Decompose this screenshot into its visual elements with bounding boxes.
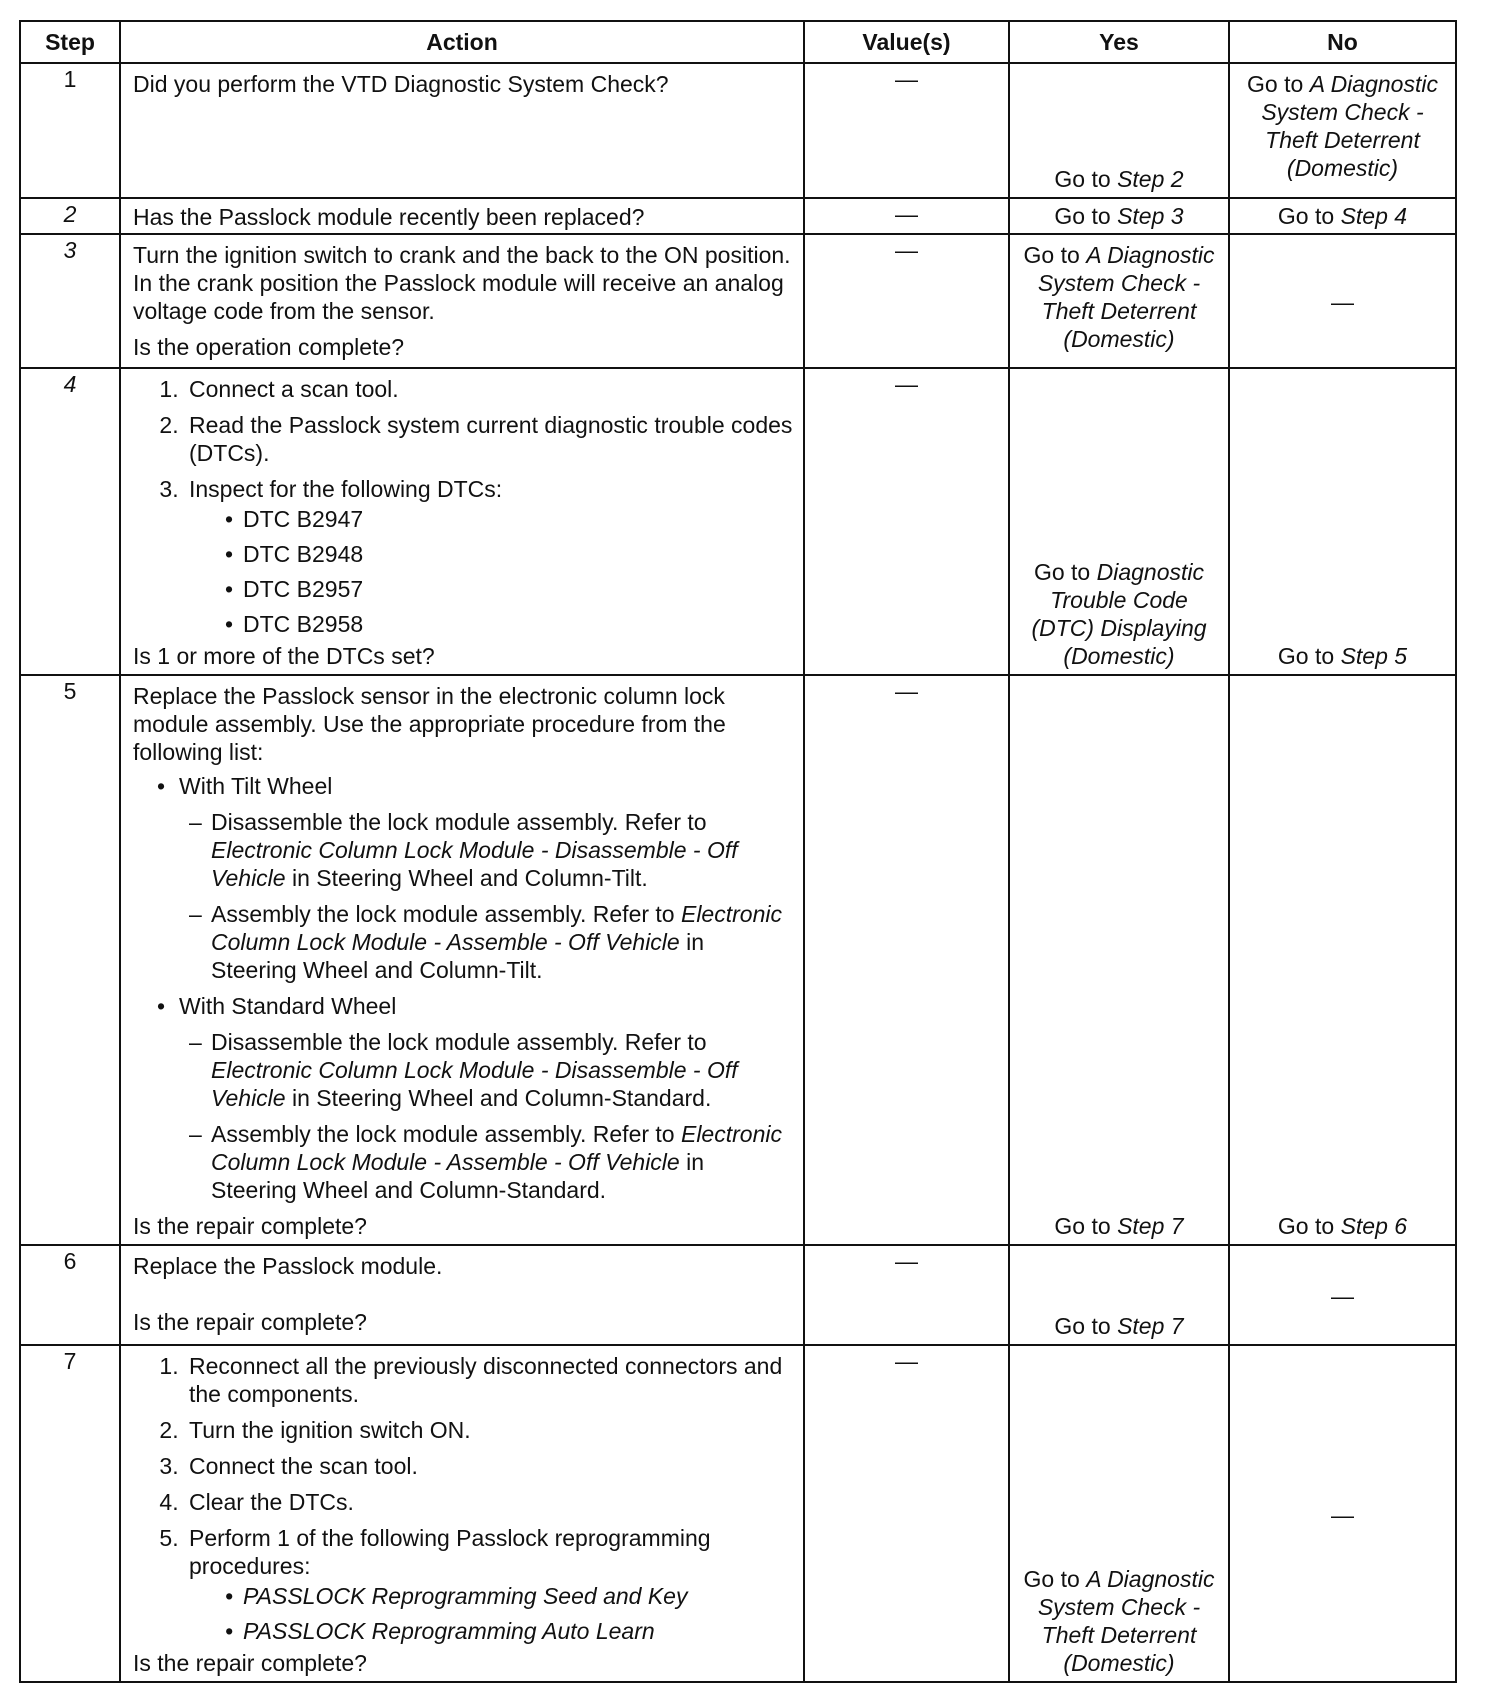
yes-cell — [1009, 368, 1229, 675]
table-row — [20, 368, 1456, 675]
yes-reference: A Diagnostic System Check - Theft Deterrent (Domestic) — [1037, 1566, 1215, 1676]
yes-prefix: Go to — [1033, 559, 1097, 585]
value-cell: — — [804, 234, 1009, 368]
yes-reference: Step 2 — [1117, 166, 1184, 192]
step-number: 6 — [20, 1245, 120, 1345]
no-cell — [1229, 675, 1456, 1245]
list-item-text: Perform 1 of the following Passlock reprogramming procedures: — [189, 1525, 711, 1579]
no-reference: Step 5 — [1340, 643, 1408, 669]
table-row — [20, 198, 1456, 234]
list-item — [189, 808, 793, 892]
value-cell: — — [804, 368, 1009, 675]
diagnostic-table — [19, 20, 1457, 1683]
yes-prefix: Go to — [1054, 1313, 1118, 1339]
yes-prefix: Go to — [1023, 242, 1087, 268]
step-number: 4 — [20, 368, 120, 675]
yes-prefix: Go to — [1054, 1213, 1118, 1239]
yes-reference: Step 7 — [1117, 1313, 1184, 1339]
dtc-list — [189, 505, 793, 638]
action-cell — [120, 368, 804, 675]
no-cell — [1229, 368, 1456, 675]
procedure-text: Assembly the lock module assembly. Refer to — [211, 1121, 681, 1147]
dtc-item: • DTC B2948 — [225, 540, 793, 568]
table-row — [20, 675, 1456, 1245]
table-row — [20, 1245, 1456, 1345]
step-number: 2 — [20, 198, 120, 234]
procedure-text: Assembly the lock module assembly. Refer to — [211, 901, 681, 927]
value-cell: — — [804, 63, 1009, 198]
no-reference: Step 4 — [1340, 203, 1408, 229]
standard-procedures-list — [179, 1028, 793, 1204]
procedure-reference: Electronic Column Lock Module - Assemble - Off Vehicle — [211, 1121, 782, 1175]
header-row — [20, 21, 1456, 63]
header-step: Step — [20, 21, 120, 63]
no-prefix: Go to — [1277, 643, 1341, 669]
action-cell — [120, 234, 804, 368]
procedure-reference: • PASSLOCK Reprogramming Seed and Key — [225, 1582, 793, 1610]
action-question: Is the repair complete? — [133, 1213, 367, 1239]
action-text: Turn the ignition switch to crank and the back to the ON position. In the crank position the Passlock module will receive an analog voltage code from the sensor. — [133, 242, 791, 324]
tilt-wheel-label: With Tilt Wheel — [179, 773, 333, 799]
yes-cell — [1009, 198, 1229, 234]
yes-prefix: Go to — [1054, 203, 1118, 229]
table-header — [20, 21, 1456, 63]
no-prefix: Go to — [1247, 71, 1310, 97]
action-cell — [120, 198, 804, 234]
procedure-text: in Steering Wheel and Column-Standard. — [211, 1149, 705, 1203]
value-cell: — — [804, 1245, 1009, 1345]
procedure-reference: • PASSLOCK Reprogramming Auto Learn — [225, 1617, 793, 1645]
yes-prefix: Go to — [1023, 1566, 1087, 1592]
table-row — [20, 234, 1456, 368]
yes-reference: Diagnostic Trouble Code (DTC) Displaying (Domestic) — [1031, 559, 1207, 669]
yes-cell — [1009, 63, 1229, 198]
yes-reference: Step 3 — [1117, 203, 1184, 229]
no-cell — [1229, 198, 1456, 234]
action-text: Replace the Passlock sensor in the electronic column lock module assembly. Use the appropriate procedure from the following list: — [133, 683, 726, 765]
yes-cell — [1009, 1345, 1229, 1682]
tilt-procedures-list — [179, 808, 793, 984]
procedure-reference: Electronic Column Lock Module - Assemble - Off Vehicle — [211, 901, 782, 955]
list-item — [157, 772, 793, 984]
list-item — [189, 900, 793, 984]
action-cell — [120, 1245, 804, 1345]
table-row — [20, 63, 1456, 198]
yes-cell — [1009, 675, 1229, 1245]
procedure-text: in Steering Wheel and Column-Standard. — [285, 1085, 712, 1111]
reprogramming-list — [189, 1582, 793, 1645]
dtc-item: • DTC B2947 — [225, 505, 793, 533]
action-steps-list — [133, 375, 793, 638]
no-cell: — — [1229, 234, 1456, 368]
header-yes: Yes — [1009, 21, 1229, 63]
step-number: 5 — [20, 675, 120, 1245]
dtc-item: • DTC B2957 — [225, 575, 793, 603]
action-steps-list — [133, 1352, 793, 1645]
procedure-text: Disassemble the lock module assembly. Refer to — [211, 1029, 707, 1055]
list-item-text: Inspect for the following DTCs: — [189, 476, 503, 502]
no-prefix: Go to — [1277, 203, 1341, 229]
header-action: Action — [120, 21, 804, 63]
step-number: 1 — [20, 63, 120, 198]
action-text: Replace the Passlock module. — [133, 1253, 443, 1279]
list-item: 3. Connect the scan tool. — [185, 1452, 793, 1480]
no-reference: Step 6 — [1340, 1213, 1408, 1239]
no-reference: A Diagnostic System Check - Theft Deterrent (Domestic) — [1261, 71, 1438, 181]
list-item — [157, 992, 793, 1204]
list-item: 1. Connect a scan tool. — [185, 375, 793, 403]
action-question: Is the repair complete? — [133, 1309, 367, 1335]
table-row — [20, 1345, 1456, 1682]
list-item: 1. Reconnect all the previously disconnected connectors and the components. — [185, 1352, 793, 1408]
action-text: Has the Passlock module recently been replaced? — [133, 204, 645, 230]
action-cell — [120, 1345, 804, 1682]
action-cell — [120, 675, 804, 1245]
no-prefix: Go to — [1277, 1213, 1341, 1239]
procedure-reference: Electronic Column Lock Module - Disassemble - Off Vehicle — [211, 1057, 738, 1111]
action-text: Did you perform the VTD Diagnostic System Check? — [133, 71, 669, 97]
list-item — [185, 475, 793, 638]
list-item — [185, 1524, 793, 1645]
header-no: No — [1229, 21, 1456, 63]
step-number: 3 — [20, 234, 120, 368]
list-item — [189, 1028, 793, 1112]
yes-cell — [1009, 234, 1229, 368]
list-item: 2. Turn the ignition switch ON. — [185, 1416, 793, 1444]
yes-reference: Step 7 — [1117, 1213, 1184, 1239]
yes-prefix: Go to — [1054, 166, 1118, 192]
wheel-options-list — [133, 772, 793, 1204]
header-values: Value(s) — [804, 21, 1009, 63]
action-question: Is 1 or more of the DTCs set? — [133, 643, 435, 669]
dtc-item: • DTC B2958 — [225, 610, 793, 638]
list-item — [189, 1120, 793, 1204]
action-question: Is the operation complete? — [133, 334, 405, 360]
no-cell: — — [1229, 1245, 1456, 1345]
standard-wheel-label: With Standard Wheel — [179, 993, 397, 1019]
no-cell: — — [1229, 1345, 1456, 1682]
action-cell — [120, 63, 804, 198]
value-cell: — — [804, 675, 1009, 1245]
value-cell: — — [804, 198, 1009, 234]
list-item: 2. Read the Passlock system current diagnostic trouble codes (DTCs). — [185, 411, 793, 467]
procedure-text: in Steering Wheel and Column-Tilt. — [285, 865, 648, 891]
procedure-text: in Steering Wheel and Column-Tilt. — [211, 929, 705, 983]
yes-reference: A Diagnostic System Check - Theft Deterrent (Domestic) — [1037, 242, 1215, 352]
value-cell: — — [804, 1345, 1009, 1682]
procedure-reference: Electronic Column Lock Module - Disassemble - Off Vehicle — [211, 837, 738, 891]
list-item: 4. Clear the DTCs. — [185, 1488, 793, 1516]
step-number: 7 — [20, 1345, 120, 1682]
no-cell — [1229, 63, 1456, 198]
action-question: Is the repair complete? — [133, 1650, 367, 1676]
yes-cell — [1009, 1245, 1229, 1345]
procedure-text: Disassemble the lock module assembly. Refer to — [211, 809, 707, 835]
